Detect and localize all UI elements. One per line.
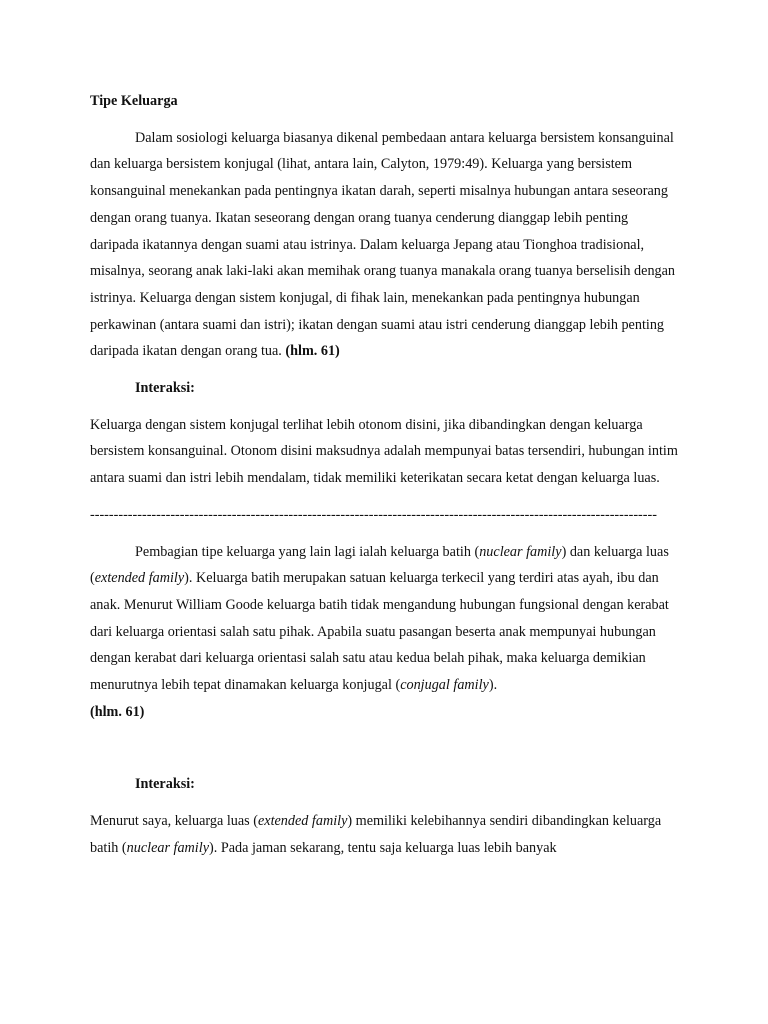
interaksi-label: Interaksi: (135, 380, 195, 397)
term-extended-family: extended family (94, 570, 185, 587)
paragraph-text: Dalam sosiologi keluarga biasanya dikenal pembedaan antara keluarga bersistem konsanguinal dan keluarga bersistem konjugal (lihat, antara lain, Calyton, 1979:49). Keluarga yang bersistem konsanguinal menekankan pada pentingnya ikatan darah, seperti misalnya hubungan antara seseorang dengan orang tuanya. Ikatan seseorang dengan orang tuanya cenderung dianggap lebih penting daripada ikatannya dengan suami atau istrinya. Dalam keluarga Jepang atau Tionghoa tradisional, misalnya, seorang anak laki-laki akan memihak orang tuanya manakala orang tuanya berselisih dengan istrinya. Keluarga dengan sistem konjugal, di fihak lain, menekankan pada pentingnya hubungan perkawinan (antara suami dan istri); ikatan dengan suami atau istri cenderung dianggap lebih penting daripada ikatan dengan orang tua. (90, 129, 676, 360)
interaksi-label: Interaksi: (135, 776, 195, 793)
paragraph-konsanguinal-konjugal (90, 125, 680, 365)
paragraph-keluarga-batih-luas: Pembagian tipe keluarga yang lain lagi ialah keluarga batih (nuclear family) dan keluarga luas (extended family). Keluarga batih merupakan satuan keluarga terkecil yang terdiri atas ayah, ibu dan anak. Menurut William Goode keluarga batih tidak mengandung hubungan fungsional dengan kerabat dari keluarga orientasi salah satu pihak. Apabila suatu pasangan beserta anak mempunyai hubungan dengan kerabat dari keluarga orientasi salah satu atau kedua belah pihak, maka keluarga demikian menurutnya lebih tepat dinamakan keluarga konjugal (conjugal family). (hlm. 61) (90, 543, 669, 720)
page-reference: (hlm. 61) (90, 703, 145, 720)
term-nuclear-family: nuclear family (479, 543, 562, 560)
document-body (90, 88, 680, 862)
page-reference: (hlm. 61) (285, 343, 340, 360)
term-nuclear-family: nuclear family (126, 839, 209, 856)
term-conjugal-family: conjugal family (400, 677, 489, 694)
interaksi-paragraph: Menurut saya, keluarga luas (extended family) memiliki kelebihannya sendiri dibandingkan keluarga batih (nuclear family). Pada jaman sekarang, tentu saja keluarga luas lebih banyak (90, 813, 662, 856)
section-title: Tipe Keluarga (90, 93, 178, 109)
interaksi-paragraph: Keluarga dengan sistem konjugal terlihat lebih otonom disini, jika dibandingkan dengan keluarga bersistem konsanguinal. Otonom disini maksudnya adalah mempunyai batas tersendiri, hubungan intim antara suami dan istri lebih mendalam, tidak memiliki keterikatan secara ketat dengan keluarga luas. (90, 416, 678, 487)
dashed-divider: ------------------------------------------------------------------------------------------------------------------------ (90, 506, 657, 523)
term-extended-family: extended family (257, 813, 348, 830)
